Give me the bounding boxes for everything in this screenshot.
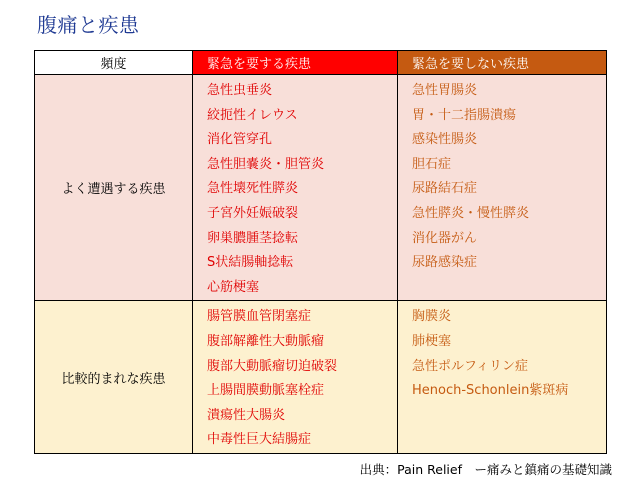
disease-item: S状結腸軸捻転	[207, 255, 294, 271]
disease-item: 胃・十二指腸潰瘍	[412, 107, 517, 123]
cell-common-non-urgent	[398, 75, 607, 301]
non-urgent-rare-list	[398, 301, 606, 403]
row-label-common: よく遭遇する疾患	[35, 75, 193, 301]
disease-item: 心筋梗塞	[207, 279, 260, 295]
page-title: 腹痛と疾患	[37, 13, 140, 37]
header-non-urgent: 緊急を要しない疾患	[398, 51, 607, 75]
disease-item: 尿路感染症	[412, 255, 478, 271]
disease-item: 絞扼性イレウス	[207, 107, 298, 123]
disease-item: 子宮外妊娠破裂	[207, 205, 299, 221]
source-citation: 出典：Pain Relief ー痛みと鎮痛の基礎知識	[359, 462, 612, 477]
disease-item: 潰瘍性大腸炎	[207, 407, 286, 423]
urgent-common-list	[193, 75, 397, 300]
disease-item: 中毒性巨大結腸症	[207, 432, 312, 448]
disease-item: 肺梗塞	[412, 333, 452, 349]
disease-item: 腹部解離性大動脈瘤	[207, 333, 325, 349]
disease-item: 腸管膜血管閉塞症	[207, 309, 312, 325]
disease-item: 胆石症	[412, 156, 452, 172]
disease-item: 卵巣膿腫茎捻転	[207, 230, 299, 246]
non-urgent-common-list	[398, 75, 606, 276]
header-urgent: 緊急を要する疾患	[193, 51, 398, 75]
table-row-rare	[35, 301, 607, 454]
disease-item: 急性壊死性膵炎	[207, 181, 299, 197]
disease-item: 急性膵炎・慢性膵炎	[412, 205, 530, 221]
cell-common-urgent	[193, 75, 398, 301]
disease-item: 急性胆嚢炎・胆管炎	[207, 156, 325, 172]
cell-rare-non-urgent	[398, 301, 607, 454]
disease-item: 胸膜炎	[412, 309, 452, 325]
header-frequency: 頻度	[35, 51, 193, 75]
disease-table	[34, 50, 607, 454]
disease-item: 消化器がん	[412, 230, 478, 246]
table-row-common	[35, 75, 607, 301]
header-row	[35, 51, 607, 75]
disease-item: 腹部大動脈瘤切迫破裂	[207, 358, 338, 374]
disease-item: 上腸間膜動脈塞栓症	[207, 383, 325, 399]
urgent-rare-list	[193, 301, 397, 453]
disease-item: 尿路結石症	[412, 181, 478, 197]
disease-item: 急性ポルフィリン症	[412, 358, 528, 374]
cell-rare-urgent	[193, 301, 398, 454]
disease-item: Henoch-Schonlein紫斑病	[412, 383, 569, 399]
disease-item: 感染性腸炎	[412, 132, 478, 148]
disease-item: 消化管穿孔	[207, 132, 273, 148]
row-label-rare: 比較的まれな疾患	[35, 301, 193, 454]
disease-item: 急性虫垂炎	[207, 83, 273, 98]
disease-item: 急性胃腸炎	[412, 83, 478, 98]
